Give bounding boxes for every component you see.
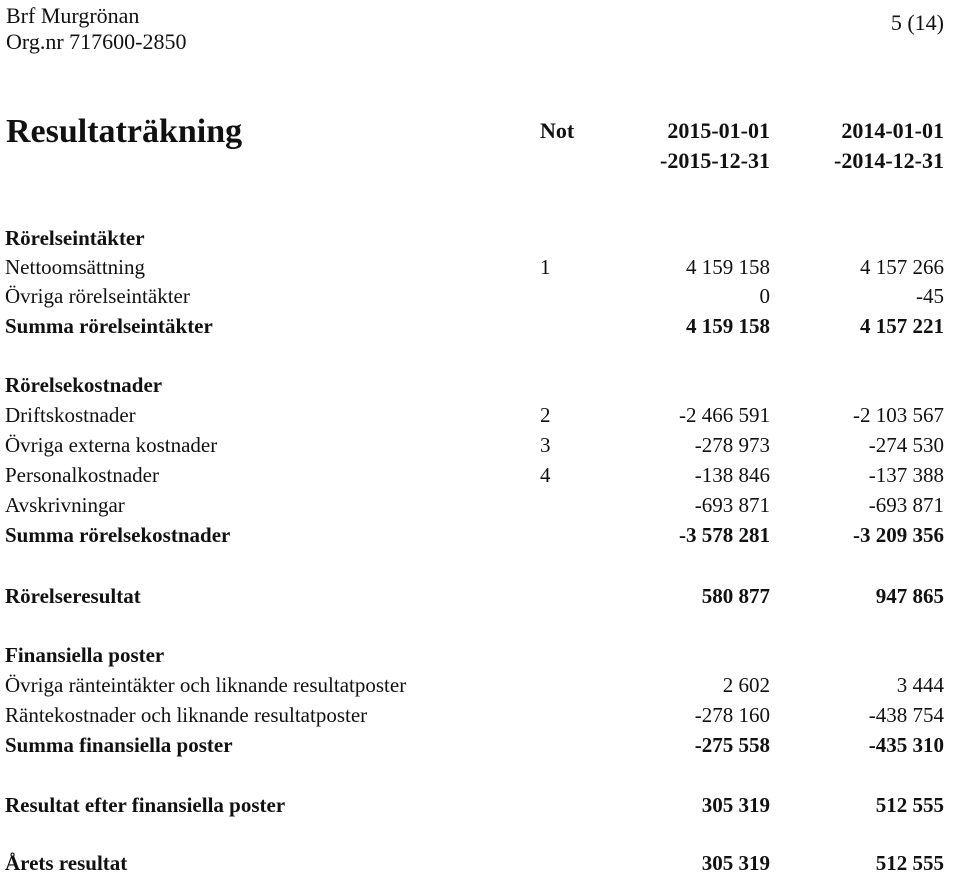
table-row <box>0 673 960 703</box>
col-header-2014-start: 2014-01-01 <box>841 118 944 143</box>
col-header-2015 <box>660 116 770 176</box>
row-value-2015: -278 973 <box>694 433 770 457</box>
row-value-2014: 4 157 221 <box>860 314 944 338</box>
table-row <box>0 433 960 463</box>
row-value-2014: 3 444 <box>896 673 944 697</box>
row-value-2015: 305 319 <box>701 793 770 817</box>
row-value-2014: -2 103 567 <box>853 403 944 427</box>
row-label: Summa finansiella poster <box>5 733 233 757</box>
row-label: Finansiella poster <box>5 643 165 667</box>
row-value-2015: -2 466 591 <box>679 403 770 427</box>
row-value-2015: 2 602 <box>722 673 770 697</box>
row-value-2014: -274 530 <box>868 433 944 457</box>
row-value-2014: 512 555 <box>875 851 944 875</box>
row-label: Rörelseresultat <box>5 584 141 608</box>
row-value-2015: -138 846 <box>694 463 770 487</box>
row-value-2015: 4 159 158 <box>686 314 770 338</box>
subtotal-row <box>0 523 960 553</box>
row-label: Personalkostnader <box>5 463 159 487</box>
row-label: Nettoomsättning <box>5 255 145 279</box>
table-row <box>0 493 960 523</box>
row-label: Övriga externa kostnader <box>5 433 218 457</box>
table-row <box>0 284 960 314</box>
org-number: Org.nr 717600-2850 <box>6 29 187 54</box>
row-label: Rörelsekostnader <box>5 373 163 397</box>
section-heading <box>0 643 960 673</box>
row-value-2014: -45 <box>916 284 944 308</box>
row-value-2015: 4 159 158 <box>686 255 770 279</box>
row-value-2015: 0 <box>759 284 770 308</box>
row-value-2015: -693 871 <box>694 493 770 517</box>
row-value-2015: 305 319 <box>701 851 770 875</box>
row-value-2014: 947 865 <box>875 584 944 608</box>
row-value-2014: -137 388 <box>868 463 944 487</box>
result-row <box>0 584 960 614</box>
table-row <box>0 255 960 285</box>
row-value-2015: 580 877 <box>701 584 770 608</box>
result-row <box>0 793 960 823</box>
row-label: Avskrivningar <box>5 493 125 517</box>
row-label: Övriga rörelseintäkter <box>5 284 190 308</box>
row-value-2014: 4 157 266 <box>860 255 944 279</box>
col-header-2015-end: -2015-12-31 <box>660 148 770 173</box>
col-header-2014-end: -2014-12-31 <box>834 148 944 173</box>
row-label: Summa rörelseintäkter <box>5 314 213 338</box>
subtotal-row <box>0 314 960 344</box>
col-header-2015-start: 2015-01-01 <box>667 118 770 143</box>
row-label: Summa rörelsekostnader <box>5 523 231 547</box>
row-label: Driftskostnader <box>5 403 136 427</box>
row-value-2015: -278 160 <box>694 703 770 727</box>
subtotal-row <box>0 733 960 763</box>
col-header-not: Not <box>540 118 575 143</box>
org-name: Brf Murgrönan <box>6 3 140 28</box>
row-note: 3 <box>540 433 551 457</box>
row-label: Årets resultat <box>5 851 128 875</box>
row-value-2014: -435 310 <box>868 733 944 757</box>
col-header-2014 <box>834 116 944 176</box>
row-label: Räntekostnader och liknande resultatposter <box>5 703 368 727</box>
row-value-2014: 512 555 <box>875 793 944 817</box>
row-value-2014: -693 871 <box>868 493 944 517</box>
row-label: Resultat efter finansiella poster <box>5 793 286 817</box>
table-row <box>0 463 960 493</box>
row-note: 4 <box>540 463 551 487</box>
section-heading <box>0 226 960 256</box>
table-row <box>0 403 960 433</box>
row-value-2015: -3 578 281 <box>679 523 770 547</box>
row-value-2015: -275 558 <box>694 733 770 757</box>
row-label: Övriga ränteintäkter och liknande resultatposter <box>5 673 407 697</box>
row-note: 1 <box>540 255 551 279</box>
row-label: Rörelseintäkter <box>5 226 145 250</box>
page-title: Resultaträkning <box>6 113 243 150</box>
row-value-2014: -3 209 356 <box>853 523 944 547</box>
page-number: 5 (14) <box>890 10 944 35</box>
row-value-2014: -438 754 <box>868 703 944 727</box>
row-note: 2 <box>540 403 551 427</box>
table-row <box>0 703 960 733</box>
section-heading <box>0 373 960 403</box>
